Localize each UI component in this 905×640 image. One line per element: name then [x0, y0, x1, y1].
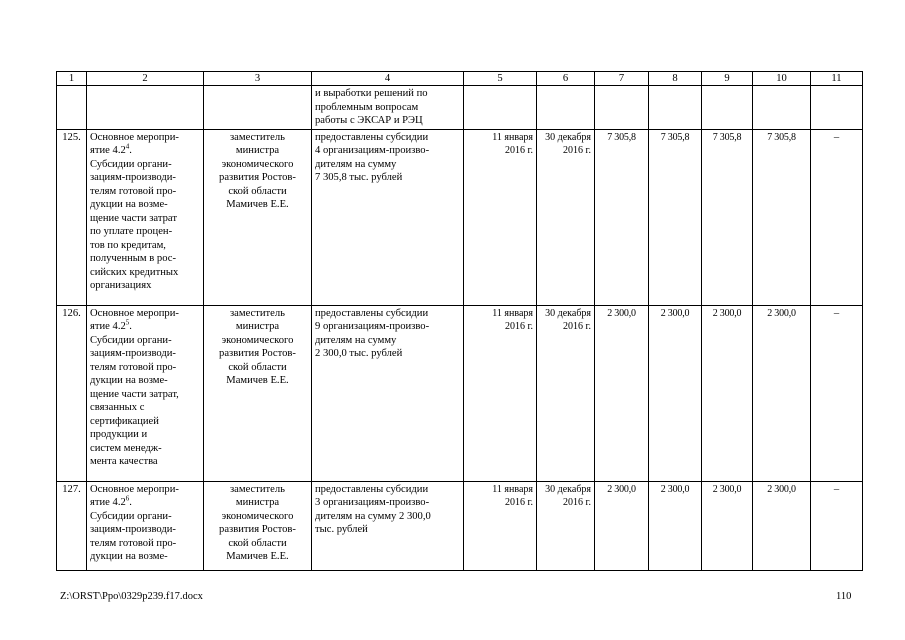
note-cell: – [811, 481, 863, 570]
result-line: 2 300,0 тыс. рублей [315, 348, 403, 359]
end-date-line: 30 декабря [545, 483, 591, 495]
row-number: 125. [57, 129, 87, 305]
activity-line: сийских кредитных [90, 266, 179, 278]
responsible-line: экономического [221, 158, 294, 170]
start-date-line: 2016 г. [505, 145, 533, 156]
activity-line: зациям-производи- [90, 524, 176, 535]
header-cell: 6 [537, 72, 595, 86]
header-cell: 2 [87, 72, 204, 86]
activity-line: тов по кредитам, [90, 239, 166, 251]
activity-line: щение части затрат, [90, 388, 179, 400]
result-line: предоставлены субсидии [315, 131, 429, 143]
table-row [57, 129, 863, 305]
responsible-line: министра [235, 497, 280, 508]
amount-cell: 7 305,8 [753, 129, 811, 305]
amount-cell: 7 305,8 [702, 129, 753, 305]
responsible-line: министра [235, 145, 280, 156]
row-number: 127. [57, 481, 87, 570]
activity-line: телям готовой про- [90, 361, 177, 373]
activity-cell [87, 305, 204, 481]
responsible-line: заместитель [229, 307, 285, 319]
responsible-cell [204, 481, 312, 570]
result-line: предоставлены субсидии [315, 307, 429, 319]
activity-line: Субсидии органи- [90, 510, 172, 522]
result-line: дителям на сумму [315, 334, 397, 346]
responsible-cell [204, 129, 312, 305]
activity-line: по уплате процен- [90, 226, 173, 237]
end-date-cell [537, 129, 595, 305]
responsible-line: развития Ростов- [219, 348, 296, 359]
start-date-line: 2016 г. [505, 497, 533, 508]
activity-cell [87, 129, 204, 305]
header-cell: 4 [312, 72, 464, 86]
end-date-line: 2016 г. [563, 145, 591, 156]
responsible-line: заместитель [229, 131, 285, 143]
responsible-line: Мамичев Е.Е. [226, 551, 289, 562]
activity-line: Основное меропри- [90, 307, 179, 319]
activity-line: дукции на возме- [90, 199, 168, 210]
result-line: предоставлены субсидии [315, 483, 429, 495]
plan-table [56, 71, 863, 571]
header-row [57, 72, 863, 86]
activity-line: ятие $4.2^5$. [90, 318, 132, 332]
result-line: тыс. рублей [315, 524, 368, 535]
responsible-line: Мамичев Е.Е. [226, 199, 289, 210]
activity-line: продукции и [90, 429, 148, 440]
responsible-line: Мамичев Е.Е. [226, 375, 289, 386]
end-date-line: 2016 г. [563, 321, 591, 332]
result-cell [312, 129, 464, 305]
end-date-line: 2016 г. [563, 497, 591, 508]
end-date-line: 30 декабря [545, 307, 591, 319]
responsible-line: развития Ростов- [219, 172, 296, 183]
start-date-cell [464, 129, 537, 305]
responsible-line: экономического [221, 510, 294, 522]
footnote-marker: 5 [125, 318, 130, 327]
header-cell: 5 [464, 72, 537, 86]
start-date-cell [464, 305, 537, 481]
activity-line: организациях [90, 280, 152, 291]
responsible-line: экономического [221, 334, 294, 346]
result-line: дителям на сумму [315, 158, 397, 170]
result-line: 3 организациям-произво- [315, 497, 430, 508]
end-date-cell [537, 305, 595, 481]
responsible-cell [204, 305, 312, 481]
amount-cell: 2 300,0 [595, 481, 649, 570]
activity-cell [87, 481, 204, 570]
table-row [57, 481, 863, 570]
responsible-line: ской области [228, 361, 287, 373]
activity-line: дукции на возме- [90, 551, 168, 562]
amount-cell: 7 305,8 [595, 129, 649, 305]
end-date-line: 30 декабря [545, 131, 591, 143]
amount-cell: 2 300,0 [649, 481, 702, 570]
start-date-line: 11 января [492, 307, 533, 319]
continuation-row [57, 86, 863, 130]
activity-line: мента качества [90, 456, 158, 467]
start-date-line: 11 января [492, 131, 533, 143]
header-cell: 3 [204, 72, 312, 86]
start-date-cell [464, 481, 537, 570]
end-date-cell [537, 481, 595, 570]
result-line: 9 организациям-произво- [315, 321, 430, 332]
header-cell: 11 [811, 72, 863, 86]
activity-line: ятие $4.2^4$. [90, 142, 132, 156]
result-cell [312, 305, 464, 481]
footnote-marker: 4 [125, 142, 130, 151]
header-cell: 1 [57, 72, 87, 86]
header-cell: 8 [649, 72, 702, 86]
amount-cell: 7 305,8 [649, 129, 702, 305]
activity-line: телям готовой про- [90, 185, 177, 197]
activity-line: зациям-производи- [90, 172, 176, 183]
amount-cell: 2 300,0 [649, 305, 702, 481]
responsible-line: ской области [228, 185, 287, 197]
activity-line: систем менедж- [90, 442, 162, 454]
result-line: дителям на сумму 2 300,0 [315, 510, 431, 522]
activity-line: Субсидии органи- [90, 334, 172, 346]
amount-cell: 2 300,0 [595, 305, 649, 481]
result-cell [312, 481, 464, 570]
responsible-line: ской области [228, 537, 287, 549]
activity-line: Основное меропри- [90, 131, 179, 143]
amount-cell: 2 300,0 [702, 305, 753, 481]
activity-line: зациям-производи- [90, 348, 176, 359]
result-line: 4 организациям-произво- [315, 145, 430, 156]
activity-line: дукции на возме- [90, 375, 168, 386]
note-cell: – [811, 305, 863, 481]
amount-cell: 2 300,0 [753, 305, 811, 481]
activity-line: Субсидии органи- [90, 158, 172, 170]
activity-line: щение части затрат [90, 212, 177, 224]
responsible-line: министра [235, 321, 280, 332]
header-cell: 9 [702, 72, 753, 86]
note-cell: – [811, 129, 863, 305]
header-cell: 7 [595, 72, 649, 86]
header-cell: 10 [753, 72, 811, 86]
start-date-line: 2016 г. [505, 321, 533, 332]
footer-page-number: 110 [836, 591, 852, 602]
result-line: 7 305,8 тыс. рублей [315, 172, 403, 183]
activity-line: телям готовой про- [90, 537, 177, 549]
responsible-line: развития Ростов- [219, 524, 296, 535]
table-row [57, 305, 863, 481]
activity-line: ятие $4.2^6$. [90, 494, 132, 508]
activity-line: связанных с [90, 402, 145, 413]
activity-line: Основное меропри- [90, 483, 179, 495]
amount-cell: 2 300,0 [753, 481, 811, 570]
footer-file-path: Z:\ORST\Ppo\0329p239.f17.docx [60, 591, 203, 602]
continuation-text: и выработки решений по проблемным вопросам работы с ЭКСАР и РЭЦ [312, 86, 464, 130]
amount-cell: 2 300,0 [702, 481, 753, 570]
footnote-marker: 6 [125, 494, 130, 503]
responsible-line: заместитель [229, 483, 285, 495]
start-date-line: 11 января [492, 483, 533, 495]
row-number: 126. [57, 305, 87, 481]
activity-line: полученным в рос- [90, 253, 176, 264]
activity-line: сертификацией [90, 415, 159, 427]
